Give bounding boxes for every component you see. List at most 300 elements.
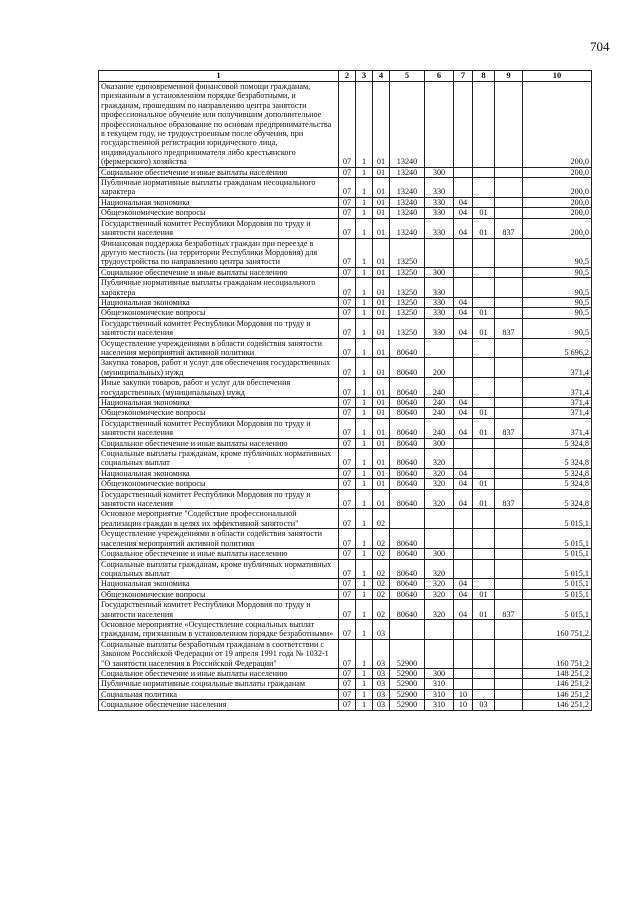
- row-code-5: 80640: [390, 489, 425, 509]
- row-code-8: [473, 358, 495, 378]
- row-code-6: [425, 619, 454, 639]
- row-code-8: 01: [473, 318, 495, 338]
- row-code-4: 01: [373, 208, 390, 218]
- row-code-3: 1: [356, 178, 373, 198]
- row-description: Общеэкономические вопросы: [99, 208, 339, 218]
- row-code-4: 03: [373, 700, 390, 710]
- row-code-3: 1: [356, 509, 373, 529]
- row-code-2: 07: [339, 438, 356, 448]
- row-code-7: 04: [454, 398, 473, 408]
- row-amount: 5 015,1: [523, 529, 592, 549]
- row-amount: 5 324,8: [523, 449, 592, 469]
- row-code-6: 330: [425, 197, 454, 207]
- row-description: Национальная экономика: [99, 468, 339, 478]
- row-code-8: [473, 238, 495, 267]
- row-code-4: 01: [373, 167, 390, 177]
- row-description: Государственный комитет Республики Мордовия по труду и занятости населения: [99, 600, 339, 620]
- row-code-4: 01: [373, 378, 390, 398]
- row-code-2: 07: [339, 679, 356, 689]
- row-code-8: [473, 267, 495, 277]
- row-amount: 371,4: [523, 358, 592, 378]
- row-code-7: 04: [454, 418, 473, 438]
- row-amount: 90,5: [523, 308, 592, 318]
- header-cell: 8: [473, 71, 495, 82]
- row-amount: 5 324,8: [523, 438, 592, 448]
- row-amount: 146 251,2: [523, 700, 592, 710]
- row-code-8: 01: [473, 479, 495, 489]
- row-code-5: 80640: [390, 559, 425, 579]
- row-code-6: 330: [425, 308, 454, 318]
- row-code-3: 1: [356, 689, 373, 699]
- table-row: [99, 378, 592, 398]
- row-code-2: 07: [339, 600, 356, 620]
- row-code-3: 1: [356, 589, 373, 599]
- row-code-7: 04: [454, 218, 473, 238]
- row-description: Общеэкономические вопросы: [99, 479, 339, 489]
- row-code-3: 1: [356, 278, 373, 298]
- table-row: [99, 318, 592, 338]
- row-code-9: [495, 278, 523, 298]
- row-code-8: [473, 378, 495, 398]
- row-code-8: [473, 639, 495, 668]
- header-cell: 6: [425, 71, 454, 82]
- row-code-2: 07: [339, 267, 356, 277]
- row-code-4: 01: [373, 489, 390, 509]
- row-code-8: [473, 509, 495, 529]
- table-row: [99, 619, 592, 639]
- row-code-2: 07: [339, 689, 356, 699]
- row-code-4: 03: [373, 668, 390, 678]
- row-code-5: 80640: [390, 449, 425, 469]
- table-row: [99, 489, 592, 509]
- row-code-2: 07: [339, 589, 356, 599]
- table-row: [99, 559, 592, 579]
- row-code-2: 07: [339, 489, 356, 509]
- row-code-4: 01: [373, 358, 390, 378]
- row-code-7: [454, 178, 473, 198]
- row-code-6: 240: [425, 378, 454, 398]
- row-code-3: 1: [356, 297, 373, 307]
- row-code-7: [454, 619, 473, 639]
- row-code-7: 04: [454, 600, 473, 620]
- row-code-8: [473, 468, 495, 478]
- row-description: Государственный комитет Республики Мордовия по труду и занятости населения: [99, 418, 339, 438]
- table-row: [99, 82, 592, 168]
- header-cell: 10: [523, 71, 592, 82]
- row-code-5: 13250: [390, 318, 425, 338]
- row-code-9: [495, 178, 523, 198]
- row-code-3: 1: [356, 197, 373, 207]
- table-row: [99, 509, 592, 529]
- row-code-7: [454, 639, 473, 668]
- row-code-5: 80640: [390, 398, 425, 408]
- row-code-6: 330: [425, 278, 454, 298]
- row-code-8: 01: [473, 589, 495, 599]
- row-code-7: [454, 529, 473, 549]
- row-code-9: [495, 679, 523, 689]
- row-code-9: [495, 297, 523, 307]
- header-cell: 5: [390, 71, 425, 82]
- row-code-5: 13250: [390, 297, 425, 307]
- row-code-8: [473, 338, 495, 358]
- row-description: Иные закупки товаров, работ и услуг для обеспечения государственных (муниципальных) нужд: [99, 378, 339, 398]
- row-amount: 5 015,1: [523, 559, 592, 579]
- row-code-6: 330: [425, 178, 454, 198]
- row-code-6: 310: [425, 679, 454, 689]
- row-code-3: 1: [356, 700, 373, 710]
- table-row: [99, 468, 592, 478]
- row-code-8: [473, 278, 495, 298]
- row-code-6: [425, 509, 454, 529]
- row-code-5: 13240: [390, 167, 425, 177]
- row-code-2: 07: [339, 318, 356, 338]
- row-code-4: 01: [373, 238, 390, 267]
- row-code-3: 1: [356, 549, 373, 559]
- row-code-3: 1: [356, 679, 373, 689]
- row-code-9: [495, 639, 523, 668]
- row-code-7: [454, 449, 473, 469]
- row-amount: 200,0: [523, 197, 592, 207]
- budget-table: [98, 70, 592, 711]
- row-code-9: [495, 589, 523, 599]
- row-description: Социальные выплаты гражданам, кроме публичных нормативных социальных выплат: [99, 559, 339, 579]
- row-code-4: 01: [373, 418, 390, 438]
- table-row: [99, 308, 592, 318]
- row-code-9: [495, 549, 523, 559]
- row-description: Социальное обеспечение населения: [99, 700, 339, 710]
- row-code-8: [473, 579, 495, 589]
- row-code-7: [454, 167, 473, 177]
- table-row: [99, 338, 592, 358]
- table-row: [99, 418, 592, 438]
- row-code-7: 10: [454, 689, 473, 699]
- row-code-3: 1: [356, 468, 373, 478]
- row-code-2: 07: [339, 297, 356, 307]
- row-code-3: 1: [356, 600, 373, 620]
- row-code-7: [454, 378, 473, 398]
- row-amount: 5 015,1: [523, 579, 592, 589]
- row-description: Основное мероприятие "Содействие профессиональной реализации граждан в целях их эффективной занятости": [99, 509, 339, 529]
- row-code-4: 01: [373, 398, 390, 408]
- row-code-6: 320: [425, 468, 454, 478]
- row-code-7: 04: [454, 408, 473, 418]
- row-code-7: 04: [454, 589, 473, 599]
- row-code-6: 320: [425, 600, 454, 620]
- row-code-7: 04: [454, 308, 473, 318]
- table-row: [99, 278, 592, 298]
- row-description: Социальная политика: [99, 689, 339, 699]
- row-amount: 146 251,2: [523, 689, 592, 699]
- row-code-2: 07: [339, 668, 356, 678]
- row-code-5: 13250: [390, 267, 425, 277]
- row-code-5: 13240: [390, 197, 425, 207]
- table-row: [99, 197, 592, 207]
- row-code-3: 1: [356, 338, 373, 358]
- row-code-6: 320: [425, 489, 454, 509]
- row-code-9: [495, 579, 523, 589]
- table-row: [99, 479, 592, 489]
- row-code-5: 52900: [390, 689, 425, 699]
- row-code-6: 320: [425, 579, 454, 589]
- row-amount: 90,5: [523, 238, 592, 267]
- row-code-9: [495, 308, 523, 318]
- row-code-4: 01: [373, 178, 390, 198]
- row-code-9: [495, 167, 523, 177]
- row-code-9: [495, 559, 523, 579]
- row-code-8: [473, 167, 495, 177]
- row-code-8: 03: [473, 700, 495, 710]
- row-code-9: [495, 267, 523, 277]
- row-description: Общеэкономические вопросы: [99, 589, 339, 599]
- row-code-4: 03: [373, 619, 390, 639]
- row-code-4: 01: [373, 408, 390, 418]
- row-code-7: 10: [454, 700, 473, 710]
- row-code-7: [454, 549, 473, 559]
- row-code-9: [495, 208, 523, 218]
- row-code-4: 03: [373, 679, 390, 689]
- row-code-7: [454, 509, 473, 529]
- row-amount: 5 324,8: [523, 489, 592, 509]
- row-amount: 90,5: [523, 278, 592, 298]
- row-code-5: 80640: [390, 479, 425, 489]
- row-code-3: 1: [356, 489, 373, 509]
- row-amount: 5 015,1: [523, 600, 592, 620]
- row-code-9: [495, 338, 523, 358]
- row-description: Осуществление учреждениями в области содействия занятости населения мероприятий активной политики: [99, 338, 339, 358]
- row-code-6: 300: [425, 267, 454, 277]
- row-code-2: 07: [339, 449, 356, 469]
- row-code-8: 01: [473, 218, 495, 238]
- row-code-5: 80640: [390, 408, 425, 418]
- row-amount: 371,4: [523, 418, 592, 438]
- row-code-9: [495, 689, 523, 699]
- row-description: Общеэкономические вопросы: [99, 308, 339, 318]
- row-code-3: 1: [356, 238, 373, 267]
- row-code-6: 240: [425, 398, 454, 408]
- row-code-5: 13250: [390, 308, 425, 318]
- row-code-2: 07: [339, 197, 356, 207]
- row-code-9: [495, 468, 523, 478]
- row-code-4: 01: [373, 82, 390, 168]
- row-code-8: [473, 297, 495, 307]
- row-code-3: 1: [356, 438, 373, 448]
- row-code-7: 04: [454, 297, 473, 307]
- table-row: [99, 589, 592, 599]
- row-code-8: [473, 549, 495, 559]
- row-description: Социальное обеспечение и иные выплаты населению: [99, 167, 339, 177]
- row-code-3: 1: [356, 378, 373, 398]
- row-amount: 160 751,2: [523, 619, 592, 639]
- row-code-7: [454, 238, 473, 267]
- row-code-6: 300: [425, 438, 454, 448]
- row-code-4: 01: [373, 318, 390, 338]
- row-code-3: 1: [356, 479, 373, 489]
- row-code-5: 80640: [390, 549, 425, 559]
- row-code-8: 01: [473, 308, 495, 318]
- row-code-9: [495, 529, 523, 549]
- row-amount: 148 251,2: [523, 668, 592, 678]
- table-row: [99, 218, 592, 238]
- table-row: [99, 639, 592, 668]
- row-code-3: 1: [356, 579, 373, 589]
- row-code-7: 04: [454, 197, 473, 207]
- table-row: [99, 178, 592, 198]
- row-code-5: 13250: [390, 238, 425, 267]
- table-row: [99, 238, 592, 267]
- row-code-7: 04: [454, 208, 473, 218]
- row-code-3: 1: [356, 559, 373, 579]
- row-description: Осуществление учреждениями в области содействия занятости населения мероприятий активной политики: [99, 529, 339, 549]
- row-code-8: [473, 619, 495, 639]
- row-code-2: 07: [339, 278, 356, 298]
- row-code-8: 01: [473, 408, 495, 418]
- table-row: [99, 529, 592, 549]
- row-code-6: 310: [425, 700, 454, 710]
- row-code-6: [425, 238, 454, 267]
- row-description: Закупка товаров, работ и услуг для обеспечения государственных (муниципальных) нужд: [99, 358, 339, 378]
- row-code-7: [454, 338, 473, 358]
- row-code-4: 02: [373, 579, 390, 589]
- row-code-8: [473, 82, 495, 168]
- table-row: [99, 398, 592, 408]
- header-cell: 7: [454, 71, 473, 82]
- row-code-4: 01: [373, 218, 390, 238]
- row-code-6: 240: [425, 408, 454, 418]
- row-description: Социальное обеспечение и иные выплаты населению: [99, 549, 339, 559]
- row-code-4: 01: [373, 449, 390, 469]
- row-description: Социальное обеспечение и иные выплаты населению: [99, 668, 339, 678]
- row-code-2: 07: [339, 308, 356, 318]
- row-code-4: 02: [373, 600, 390, 620]
- row-code-4: 01: [373, 197, 390, 207]
- row-code-4: 02: [373, 529, 390, 549]
- row-code-4: 01: [373, 338, 390, 358]
- row-amount: 5 324,8: [523, 479, 592, 489]
- row-code-7: 04: [454, 489, 473, 509]
- header-cell: 2: [339, 71, 356, 82]
- row-code-9: [495, 668, 523, 678]
- row-code-3: 1: [356, 418, 373, 438]
- row-code-6: 300: [425, 549, 454, 559]
- row-code-3: 1: [356, 639, 373, 668]
- row-description: Государственный комитет Республики Мордовия по труду и занятости населения: [99, 489, 339, 509]
- row-description: Государственный комитет Республики Мордовия по труду и занятости населения: [99, 218, 339, 238]
- row-code-4: 01: [373, 468, 390, 478]
- row-code-7: [454, 278, 473, 298]
- row-code-2: 07: [339, 408, 356, 418]
- row-code-2: 07: [339, 700, 356, 710]
- row-code-6: [425, 338, 454, 358]
- row-code-2: 07: [339, 529, 356, 549]
- row-code-5: 80640: [390, 600, 425, 620]
- row-code-9: [495, 378, 523, 398]
- row-amount: 200,0: [523, 167, 592, 177]
- row-code-6: 320: [425, 559, 454, 579]
- row-description: Финансовая поддержка безработных граждан при переезде в другую местность (на территории Республики Мордовия) для трудоустройства по направлению центра занятости: [99, 238, 339, 267]
- row-amount: 5 015,1: [523, 589, 592, 599]
- row-code-7: [454, 438, 473, 448]
- row-code-9: [495, 509, 523, 529]
- row-code-4: 02: [373, 549, 390, 559]
- row-amount: 160 751,2: [523, 639, 592, 668]
- row-code-5: 80640: [390, 468, 425, 478]
- table-row: [99, 167, 592, 177]
- row-code-7: 04: [454, 318, 473, 338]
- header-cell: 9: [495, 71, 523, 82]
- row-code-8: [473, 398, 495, 408]
- table-row: [99, 208, 592, 218]
- row-description: Социальное обеспечение и иные выплаты населению: [99, 438, 339, 448]
- row-code-9: [495, 479, 523, 489]
- row-amount: 200,0: [523, 82, 592, 168]
- row-code-6: 300: [425, 167, 454, 177]
- row-amount: 146 251,2: [523, 679, 592, 689]
- row-code-4: 03: [373, 689, 390, 699]
- row-code-9: [495, 197, 523, 207]
- row-description: Общеэкономические вопросы: [99, 408, 339, 418]
- row-description: Оказание единовременной финансовой помощи гражданам, признанным в установленном порядке безработными, и гражданам, прошедшим по направлению центра занятости профессиональное обучение или получившим дополнительное профессиональное образование по основам предпринимательства в текущем году, не трудоустроенным после обучения, при государственной регистрации юридического лица, индивидуального предпринимателя либо крестьянского (фермерского) хозяйства: [99, 82, 339, 168]
- row-code-5: 13240: [390, 178, 425, 198]
- row-code-3: 1: [356, 218, 373, 238]
- row-code-7: 04: [454, 468, 473, 478]
- row-code-2: 07: [339, 549, 356, 559]
- row-code-2: 07: [339, 218, 356, 238]
- row-code-2: 07: [339, 208, 356, 218]
- row-description: Основное мероприятие «Осуществление социальных выплат гражданам, признанным в установленном порядке безработными»: [99, 619, 339, 639]
- row-code-2: 07: [339, 639, 356, 668]
- table-row: [99, 358, 592, 378]
- row-code-5: 52900: [390, 668, 425, 678]
- row-amount: 5 696,2: [523, 338, 592, 358]
- row-code-9: [495, 619, 523, 639]
- row-code-6: 330: [425, 218, 454, 238]
- header-cell: 4: [373, 71, 390, 82]
- table-row: [99, 668, 592, 678]
- row-code-8: 01: [473, 208, 495, 218]
- table-row: [99, 449, 592, 469]
- row-code-3: 1: [356, 208, 373, 218]
- row-code-3: 1: [356, 529, 373, 549]
- row-code-5: 13250: [390, 278, 425, 298]
- row-code-8: [473, 529, 495, 549]
- row-code-6: 330: [425, 318, 454, 338]
- row-code-7: [454, 82, 473, 168]
- row-code-4: 03: [373, 639, 390, 668]
- row-code-9: 837: [495, 218, 523, 238]
- row-code-5: 80640: [390, 358, 425, 378]
- row-code-5: 52900: [390, 639, 425, 668]
- row-code-3: 1: [356, 398, 373, 408]
- row-code-2: 07: [339, 418, 356, 438]
- row-code-6: 310: [425, 689, 454, 699]
- row-description: Национальная экономика: [99, 579, 339, 589]
- row-code-6: [425, 639, 454, 668]
- row-code-9: [495, 398, 523, 408]
- row-code-3: 1: [356, 408, 373, 418]
- row-code-2: 07: [339, 479, 356, 489]
- row-code-4: 01: [373, 297, 390, 307]
- row-code-2: 07: [339, 579, 356, 589]
- row-code-5: 80640: [390, 338, 425, 358]
- row-description: Национальная экономика: [99, 197, 339, 207]
- row-code-5: 80640: [390, 378, 425, 398]
- row-code-9: [495, 358, 523, 378]
- table-row: [99, 700, 592, 710]
- row-code-3: 1: [356, 358, 373, 378]
- row-code-7: [454, 358, 473, 378]
- row-code-6: 330: [425, 297, 454, 307]
- row-code-2: 07: [339, 167, 356, 177]
